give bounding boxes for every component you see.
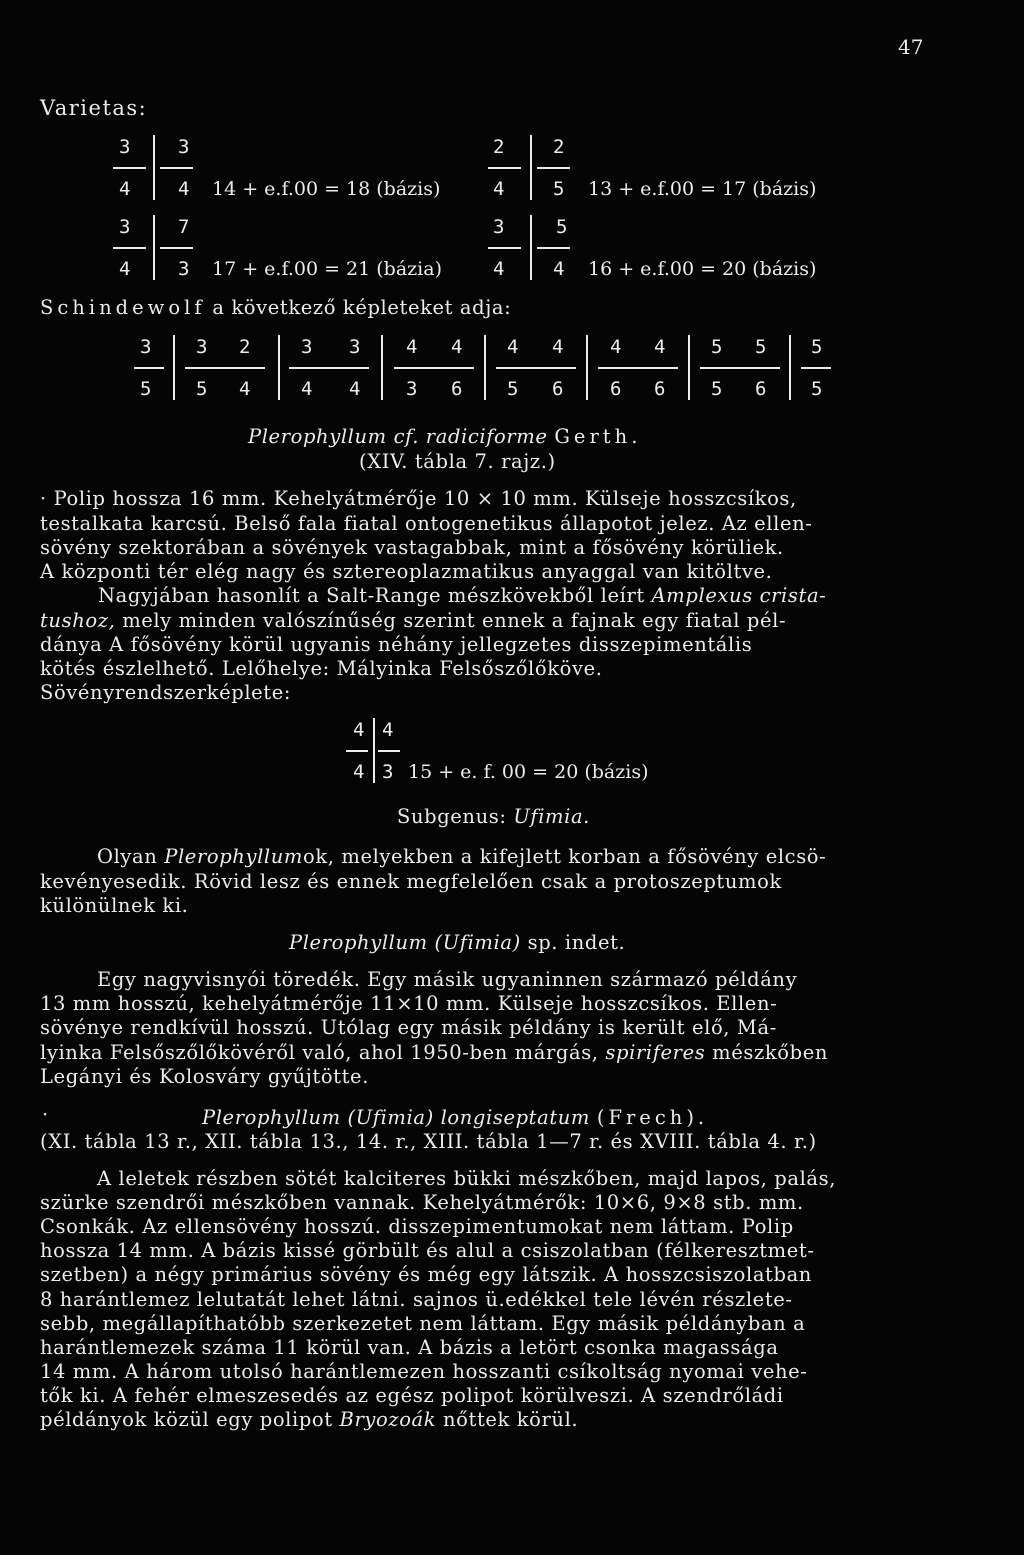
- formula-divider: [134, 367, 164, 369]
- formula-divider: [537, 167, 570, 169]
- formula-divider: [789, 335, 791, 400]
- paragraph-line: A központi tér elég nagy és sztereoplazmatikus anyaggal van kitöltve.: [40, 560, 773, 583]
- text-run: sp. indet.: [527, 931, 626, 954]
- formula-text: 15 + e. f. 00 = 20 (bázis): [408, 761, 649, 783]
- bullet-mark: ·: [42, 1103, 49, 1126]
- formula-divider: [394, 367, 474, 369]
- subgenus-heading: [397, 807, 590, 827]
- formula-digit: 2: [239, 336, 251, 358]
- text-run: példányok közül egy polipot: [40, 1408, 333, 1431]
- paragraph-line: 13 mm hosszú, kehelyátmérője 11×10 mm. Külseje hosszcsíkos. Ellen-: [40, 992, 778, 1015]
- formula-digit: 5: [553, 178, 565, 200]
- paragraph-line: kötés észlelhető. Lelőhelye: Mályinka Felsőszőlőköve.: [40, 657, 603, 680]
- formula-divider: [173, 335, 175, 400]
- formula-digit: 3: [140, 336, 152, 358]
- formula-divider: [586, 335, 588, 400]
- subgenus-name: Ufimia.: [513, 805, 590, 828]
- species-author: (Frech).: [596, 1106, 709, 1129]
- italic-term: spiriferes: [605, 1041, 706, 1064]
- formula-digit: 4: [553, 258, 565, 280]
- paragraph-line: hossza 14 mm. A bázis kissé görbült és alul a csiszolatban (félkeresztmet-: [40, 1239, 815, 1262]
- paragraph-line: szürke szendrői mészkőben vannak. Kehelyátmérők: 10×6, 9×8 stb. mm.: [40, 1191, 804, 1214]
- formula-divider: [530, 135, 532, 200]
- genus-name: Plerophyllum: [248, 425, 387, 448]
- formula-digit: 3: [178, 258, 190, 280]
- paragraph-line: Csonkák. Az ellensövény hosszú. disszepimentumokat nem láttam. Polip: [40, 1215, 794, 1238]
- plate-reference: (XI. tábla 13 r., XII. tábla 13., 14. r., XIII. tábla 1—7 r. és XVIII. tábla 4. r.): [40, 1130, 817, 1153]
- formula-digit: 5: [556, 216, 568, 238]
- italic-term: Bryozoák: [339, 1408, 437, 1431]
- formula-digit: 3: [196, 336, 208, 358]
- paragraph-line: harántlemezek száma 11 körül van. A bázis a letört csonka magassága: [40, 1336, 779, 1359]
- formula-digit: 4: [654, 336, 666, 358]
- formula-divider: [530, 215, 532, 280]
- formula-digit: 4: [353, 719, 365, 741]
- text-run: Nagyjában hasonlít a Salt-Range mészkövekből leírt: [98, 584, 645, 607]
- formula-text: 17 + e.f.00 = 21 (bázia): [212, 258, 442, 280]
- formula-digit: 6: [610, 378, 622, 400]
- species-author: Gerth.: [554, 425, 642, 448]
- paragraph-line: sövénye rendkívül hosszú. Utólag egy másik példány is került elő, Má-: [40, 1016, 777, 1039]
- formula-digit: 5: [507, 378, 519, 400]
- text-run: lyinka Felsőszőlőkövéről való, ahol 1950-ben márgás,: [40, 1041, 599, 1064]
- formula-digit: 4: [507, 336, 519, 358]
- formula-divider: [700, 367, 780, 369]
- formula-divider: [278, 335, 280, 400]
- formula-digit: 4: [552, 336, 564, 358]
- formula-divider: [537, 247, 570, 249]
- paragraph-line: [97, 847, 826, 867]
- text-run: nőttek körül.: [443, 1408, 579, 1431]
- text-run: mely minden valószínűség szerint ennek a fajnak egy fiatal pél-: [122, 609, 787, 632]
- genus-name: Plerophyllum: [164, 845, 303, 868]
- formula-divider: [373, 718, 375, 783]
- subgenus-label: Subgenus:: [397, 805, 507, 828]
- varietas-heading: Varietas:: [40, 96, 148, 120]
- formula-digit: 3: [493, 216, 505, 238]
- formula-digit: 5: [811, 336, 823, 358]
- formula-digit: 4: [119, 178, 131, 200]
- paragraph-line: különülnek ki.: [40, 894, 189, 917]
- paragraph-line: Sövényrendszerképlete:: [40, 681, 292, 704]
- formula-digit: 4: [451, 336, 463, 358]
- formula-divider: [484, 335, 486, 400]
- formula-divider: [381, 335, 383, 400]
- formula-text: 16 + e.f.00 = 20 (bázis): [588, 258, 817, 280]
- page-number: 47: [898, 35, 924, 59]
- formula-digit: 4: [349, 378, 361, 400]
- formula-divider: [160, 167, 193, 169]
- paragraph-line: · Polip hossza 16 mm. Kehelyátmérője 10 × 10 mm. Külseje hosszcsíkos,: [40, 487, 797, 510]
- paragraph-line: sebb, megállapíthatóbb szerkezetet nem láttam. Egy másik példányban a: [40, 1312, 806, 1335]
- text-run: ok, melyekben a kifejlett korban a fősövény elcsö-: [303, 845, 827, 868]
- formula-digit: 6: [451, 378, 463, 400]
- author-name: Schindewolf: [40, 296, 206, 319]
- species-name-italic: Plerophyllum (Ufimia): [289, 931, 521, 954]
- formula-digit: 5: [755, 336, 767, 358]
- formula-divider: [801, 367, 831, 369]
- species-heading: [202, 1108, 708, 1128]
- schindewolf-line: [40, 298, 511, 318]
- formula-digit: 4: [493, 258, 505, 280]
- formula-digit: 7: [178, 216, 190, 238]
- paragraph-line: 8 harántlemez lelutatát lehet látni. sajnos ü.edékkel tele lévén részlete-: [40, 1288, 793, 1311]
- formula-divider: [289, 367, 369, 369]
- formula-digit: 3: [406, 378, 418, 400]
- paragraph-line: [40, 611, 786, 631]
- formula-digit: 5: [196, 378, 208, 400]
- paragraph-line: dánya A fősövény körül ugyanis néhány jellegzetes disszepimentális: [40, 633, 753, 656]
- formula-text: 13 + e.f.00 = 17 (bázis): [588, 178, 817, 200]
- formula-digit: 5: [711, 336, 723, 358]
- formula-text: 14 + e.f.00 = 18 (bázis): [212, 178, 441, 200]
- formula-digit: 2: [493, 136, 505, 158]
- formula-digit: 4: [239, 378, 251, 400]
- formula-digit: 3: [301, 336, 313, 358]
- species-epithet: cf. radiciforme: [393, 425, 548, 448]
- paragraph-line: szetben) a négy primárius sövény és még egy látszik. A hosszcsiszolatban: [40, 1263, 812, 1286]
- species-name-italic: Amplexus crista-: [651, 584, 827, 607]
- formula-divider: [185, 367, 265, 369]
- paragraph-line: testalkata karcsú. Belső fala fiatal ontogenetikus állapotot jelez. Az ellen-: [40, 512, 813, 535]
- paragraph-line: tők ki. A fehér elmeszesedés az egész polipot körülveszi. A szendrőládi: [40, 1384, 784, 1407]
- formula-divider: [113, 167, 146, 169]
- formula-digit: 4: [406, 336, 418, 358]
- formula-digit: 5: [140, 378, 152, 400]
- species-heading: [248, 427, 641, 447]
- formula-digit: 4: [178, 178, 190, 200]
- species-name-italic: Plerophyllum (Ufimia) longiseptatum: [202, 1106, 591, 1129]
- paragraph-line: A leletek részben sötét kalciteres bükki mészkőben, majd lapos, palás,: [97, 1167, 837, 1190]
- formula-divider: [496, 367, 576, 369]
- formula-digit: 5: [711, 378, 723, 400]
- paragraph-line: sövény szektorában a sövények vastagabbak, mint a fősövény körüliek.: [40, 536, 784, 559]
- paragraph-line: 14 mm. A három utolsó harántlemezen hosszanti csíkoltság nyomai vehe-: [40, 1360, 808, 1383]
- paragraph-line: Legányi és Kolosváry gyűjtötte.: [40, 1065, 369, 1088]
- schindewolf-text: a következő képleteket adja:: [212, 296, 512, 319]
- paragraph-line: [98, 586, 826, 606]
- formula-divider: [488, 167, 521, 169]
- formula-digit: 3: [119, 216, 131, 238]
- formula-digit: 4: [382, 719, 394, 741]
- formula-digit: 5: [811, 378, 823, 400]
- formula-divider: [598, 367, 678, 369]
- formula-digit: 4: [353, 761, 365, 783]
- text-run: mészkőben: [712, 1041, 829, 1064]
- formula-digit: 6: [755, 378, 767, 400]
- formula-digit: 2: [553, 136, 565, 158]
- paragraph-line: [40, 1043, 828, 1063]
- formula-digit: 4: [119, 258, 131, 280]
- formula-digit: 4: [610, 336, 622, 358]
- formula-divider: [113, 247, 146, 249]
- formula-divider: [378, 750, 400, 752]
- formula-divider: [488, 247, 521, 249]
- formula-divider: [160, 247, 193, 249]
- paragraph-line: Egy nagyvisnyói töredék. Egy másik ugyaninnen származó példány: [97, 968, 798, 991]
- formula-digit: 4: [301, 378, 313, 400]
- formula-digit: 6: [654, 378, 666, 400]
- formula-divider: [153, 135, 155, 200]
- formula-divider: [153, 215, 155, 280]
- paragraph-line: [40, 1410, 578, 1430]
- formula-digit: 6: [552, 378, 564, 400]
- species-heading: [289, 933, 625, 953]
- paragraph-line: kevényesedik. Rövid lesz és ennek megfelelően csak a protoszeptumok: [40, 870, 782, 893]
- plate-reference: (XIV. tábla 7. rajz.): [359, 450, 556, 473]
- formula-divider: [688, 335, 690, 400]
- formula-digit: 3: [349, 336, 361, 358]
- formula-digit: 3: [119, 136, 131, 158]
- text-run: Olyan: [97, 845, 158, 868]
- formula-digit: 4: [493, 178, 505, 200]
- formula-digit: 3: [382, 761, 394, 783]
- species-name-italic: tushoz,: [40, 609, 116, 632]
- formula-divider: [346, 750, 368, 752]
- formula-digit: 3: [178, 136, 190, 158]
